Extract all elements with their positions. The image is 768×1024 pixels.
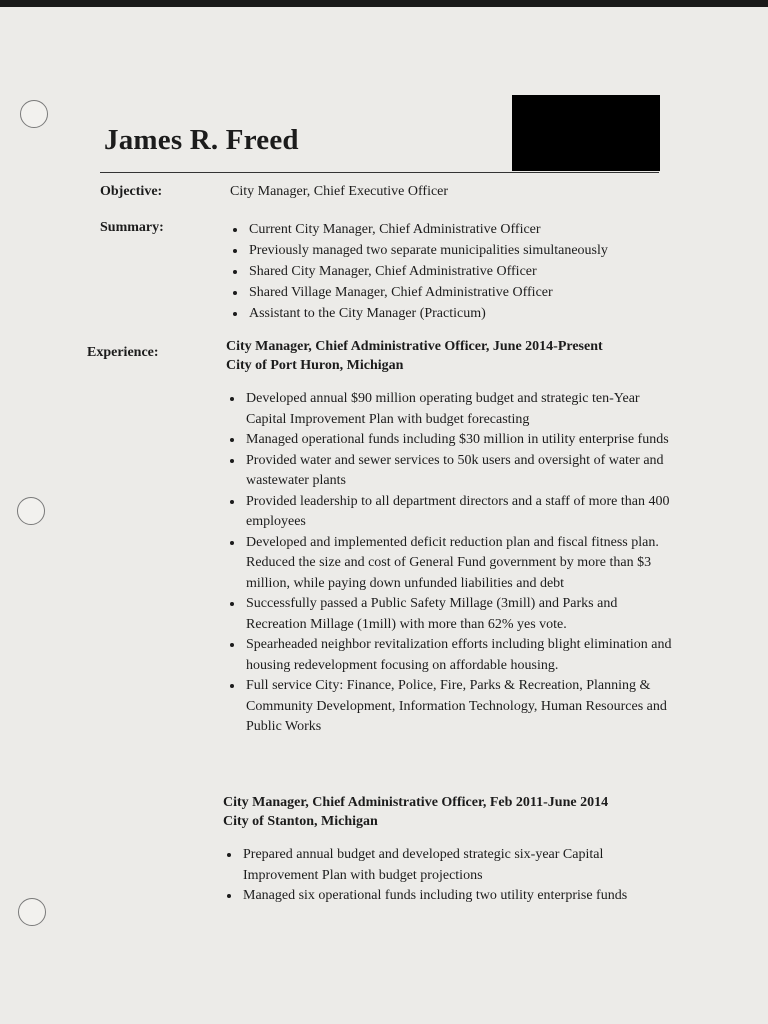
job-title: City Manager, Chief Administrative Officer, Feb 2011-June 2014 [223,795,609,810]
experience-label: Experience: [87,345,159,360]
resume-name: James R. Freed [104,124,299,156]
objective-text: City Manager, Chief Executive Officer [230,184,449,199]
job-bullet: • Developed and implemented deficit reduction plan and fiscal fitness plan. Reduced the size and cost of General Fund government by more than $3 million, while paying down unfunded liabilities and debt [244,533,674,595]
job-bullet: • Provided water and sewer services to 50k users and oversight of water and wastewater plants [244,451,674,492]
summary-item: • Previously managed two separate municipalities simultaneously [247,240,667,261]
job-bullet: • Managed operational funds including $30 million in utility enterprise funds [244,430,674,451]
binder-hole-bottom [18,898,46,926]
job-bullet: • Prepared annual budget and developed strategic six-year Capital Improvement Plan with budget projections [241,845,671,886]
job-heading [223,793,608,831]
job-bullet: • Full service City: Finance, Police, Fire, Parks & Recreation, Planning & Community Development, Information Technology, Human Resources and Public Works [244,676,674,738]
summary-item: • Assistant to the City Manager (Practicum) [247,303,667,324]
job-title: City Manager, Chief Administrative Officer, June 2014-Present [226,339,603,354]
job-bullet: • Provided leadership to all department directors and a staff of more than 400 employees [244,492,674,533]
summary-item: • Shared City Manager, Chief Administrative Officer [247,261,667,282]
scan-top-edge [0,0,768,7]
header-rule [100,172,659,173]
summary-item: • Current City Manager, Chief Administrative Officer [247,219,667,240]
redacted-block [512,95,660,171]
binder-hole-top [20,100,48,128]
binder-hole-middle [17,497,45,525]
job-bullet: • Spearheaded neighbor revitalization efforts including blight elimination and housing redevelopment focusing on affordable housing. [244,635,674,676]
job-bullet: • Successfully passed a Public Safety Millage (3mill) and Parks and Recreation Millage (1mill) with more than 62% yes vote. [244,594,674,635]
job-location: City of Port Huron, Michigan [226,358,404,373]
summary-label: Summary: [100,220,164,235]
job-bullets [224,389,674,738]
job-location: City of Stanton, Michigan [223,814,378,829]
job-bullet: • Managed six operational funds including two utility enterprise funds [241,886,671,907]
job-bullet: • Developed annual $90 million operating budget and strategic ten-Year Capital Improvement Plan with budget forecasting [244,389,674,430]
job-bullets [221,845,671,907]
objective-label: Objective: [100,184,163,199]
summary-list [228,219,667,324]
summary-item: • Shared Village Manager, Chief Administrative Officer [247,282,667,303]
job-heading [226,337,603,375]
